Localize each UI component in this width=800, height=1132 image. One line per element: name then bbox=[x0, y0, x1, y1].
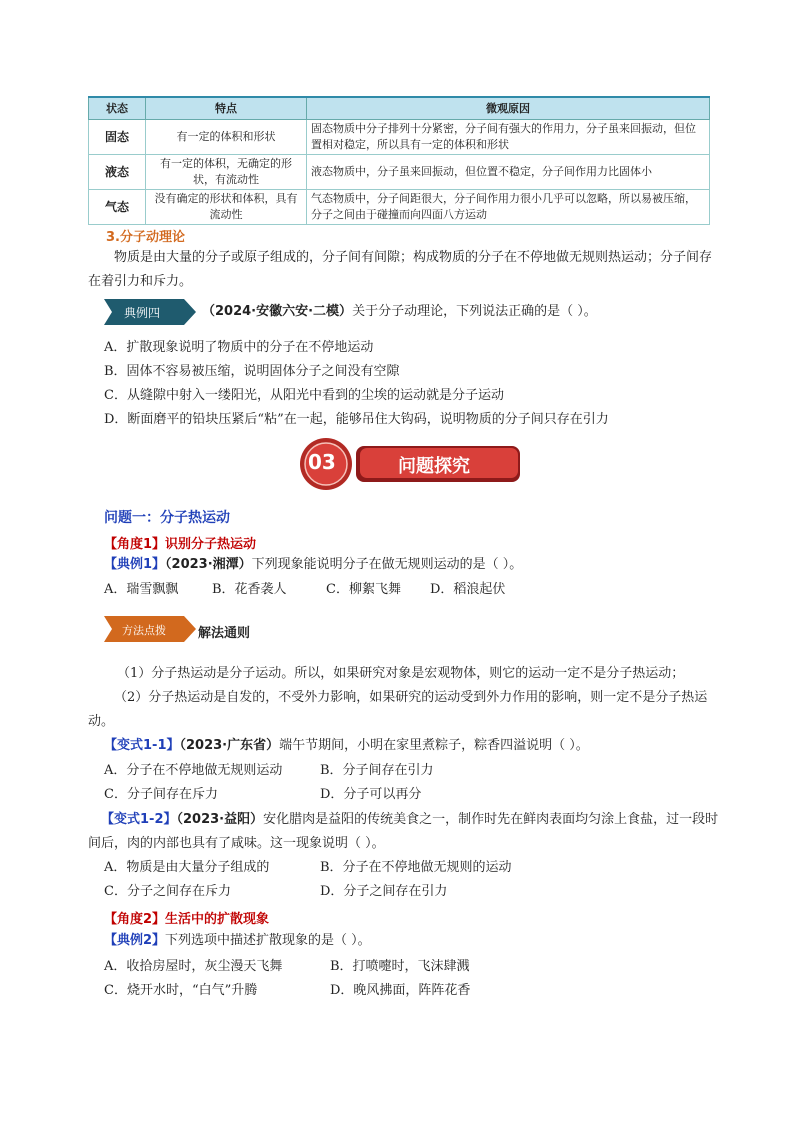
option-a: A．物质是由大量分子组成的 bbox=[104, 860, 270, 875]
question-stem bbox=[104, 929, 371, 953]
option-b: B．打喷嚏时，飞沫肆溅 bbox=[330, 959, 470, 974]
option-a: A．分子在不停地做无规则运动 bbox=[104, 763, 283, 778]
banner-title: 问题探究 bbox=[398, 456, 470, 477]
option-d: D．晚风拂面，阵阵花香 bbox=[330, 983, 471, 998]
option-c: C．分子间存在斥力 bbox=[104, 787, 218, 802]
table-cell-feature: 有一定的体积和形状 bbox=[146, 120, 307, 155]
options-row bbox=[104, 578, 544, 602]
question-text: 下列选项中描述扩散现象的是（ ）。 bbox=[165, 933, 371, 948]
question-text: 端午节期间，小明在家里煮粽子，粽香四溢说明（ ）。 bbox=[279, 738, 589, 753]
option-c: C．烧开水时，“白气”升腾 bbox=[104, 983, 258, 998]
method-title: 解法通则 bbox=[198, 626, 251, 641]
question-source: （2024·安徽六安·二模） bbox=[202, 304, 353, 319]
option-b: B．分子在不停地做无规则的运动 bbox=[320, 860, 512, 875]
problem-title: 问题一：分子热运动 bbox=[104, 510, 230, 526]
option-d: D．分子之间存在引力 bbox=[320, 884, 448, 899]
table-header: 特点 bbox=[146, 97, 307, 120]
section-title: 3.分子动理论 bbox=[106, 230, 185, 245]
question-source: （2023·益阳） bbox=[176, 812, 264, 827]
question-text: 安化腊肉是益阳的传统美食之一，制作时先在鲜肉表面均匀涂上食盐，过一段时间后，肉的内部也具有了咸味。这一现象说明（ ）。 bbox=[88, 812, 719, 851]
option-a: A．瑞雪飘飘 bbox=[104, 582, 179, 597]
option-a: A．扩散现象说明了物质中的分子在不停地运动 bbox=[104, 340, 374, 355]
table-row bbox=[89, 155, 710, 190]
angle-title: 【角度1】识别分子热运动 bbox=[104, 537, 257, 552]
table-cell-state: 气态 bbox=[89, 190, 146, 225]
table-header: 状态 bbox=[89, 97, 146, 120]
option-c: C．从缝隙中射入一缕阳光，从阳光中看到的尘埃的运动就是分子运动 bbox=[104, 388, 504, 403]
table-row bbox=[89, 120, 710, 155]
question-stem bbox=[202, 300, 597, 324]
table-row bbox=[89, 190, 710, 225]
option-b: B．花香袭人 bbox=[212, 582, 287, 597]
option-d: D．稻浪起伏 bbox=[430, 582, 506, 597]
option-c: C．柳絮飞舞 bbox=[326, 582, 401, 597]
question-stem bbox=[104, 734, 589, 758]
option-b: B．分子间存在引力 bbox=[320, 763, 434, 778]
option-d: D．分子可以再分 bbox=[320, 787, 422, 802]
table-cell-state: 液态 bbox=[89, 155, 146, 190]
angle-title: 【角度2】生活中的扩散现象 bbox=[104, 912, 270, 927]
option-d: D．断面磨平的铅块压紧后“粘”在一起，能够吊住大钩码，说明物质的分子间只存在引力 bbox=[104, 412, 609, 427]
question-tag: 【典例2】 bbox=[104, 933, 166, 948]
table-header-row bbox=[89, 97, 710, 120]
badge-label: 典例四 bbox=[124, 306, 161, 320]
question-stem bbox=[104, 553, 522, 577]
option-a: A．收拾房屋时，灰尘漫天飞舞 bbox=[104, 959, 283, 974]
table-cell-reason: 液态物质中，分子虽来回振动，但位置不稳定，分子间作用力比固体小 bbox=[307, 155, 710, 190]
section-paragraph: 物质是由大量的分子或原子组成的，分子间有间隙；构成物质的分子在不停地做无规则热运动；分子间存在着引力和斥力。 bbox=[88, 250, 713, 289]
table-header: 微观原因 bbox=[307, 97, 710, 120]
question-tag: 【变式1-2】 bbox=[101, 812, 177, 827]
banner-number: 03 bbox=[308, 450, 336, 474]
example-badge bbox=[104, 299, 196, 325]
question-tag: 【变式1-1】 bbox=[104, 738, 180, 753]
option-b: B．固体不容易被压缩，说明固体分子之间没有空隙 bbox=[104, 364, 400, 379]
method-badge bbox=[104, 616, 196, 642]
table-cell-feature: 没有确定的形状和体积，具有流动性 bbox=[146, 190, 307, 225]
section-banner bbox=[294, 438, 526, 492]
table-cell-feature: 有一定的体积，无确定的形状，有流动性 bbox=[146, 155, 307, 190]
method-point-1: （1）分子热运动是分子运动。所以，如果研究对象是宏观物体，则它的运动一定不是分子热运动； bbox=[117, 666, 685, 681]
question-text: 关于分子动理论，下列说法正确的是（ ）。 bbox=[352, 304, 597, 319]
question-source: （2023·广东省） bbox=[179, 738, 280, 753]
question-text: 下列现象能说明分子在做无规则运动的是（ ）。 bbox=[251, 557, 523, 572]
question-tag: 【典例1】 bbox=[104, 557, 166, 572]
table-cell-reason: 固态物质中分子排列十分紧密，分子间有强大的作用力，分子虽来回振动，但位置相对稳定，所以具有一定的体积和形状 bbox=[307, 120, 710, 155]
badge-label: 方法点拨 bbox=[122, 624, 166, 637]
table-cell-state: 固态 bbox=[89, 120, 146, 155]
question-source: （2023·湘潭） bbox=[165, 557, 252, 572]
states-table bbox=[88, 96, 710, 225]
method-point-2: （2）分子热运动是自发的，不受外力影响，如果研究的运动受到外力作用的影响，则一定不是分子热运动。 bbox=[88, 690, 708, 729]
table-cell-reason: 气态物质中，分子间距很大，分子间作用力很小几乎可以忽略，所以易被压缩，分子之间由于碰撞而向四面八方运动 bbox=[307, 190, 710, 225]
question-stem bbox=[88, 808, 728, 856]
option-c: C．分子之间存在斥力 bbox=[104, 884, 231, 899]
